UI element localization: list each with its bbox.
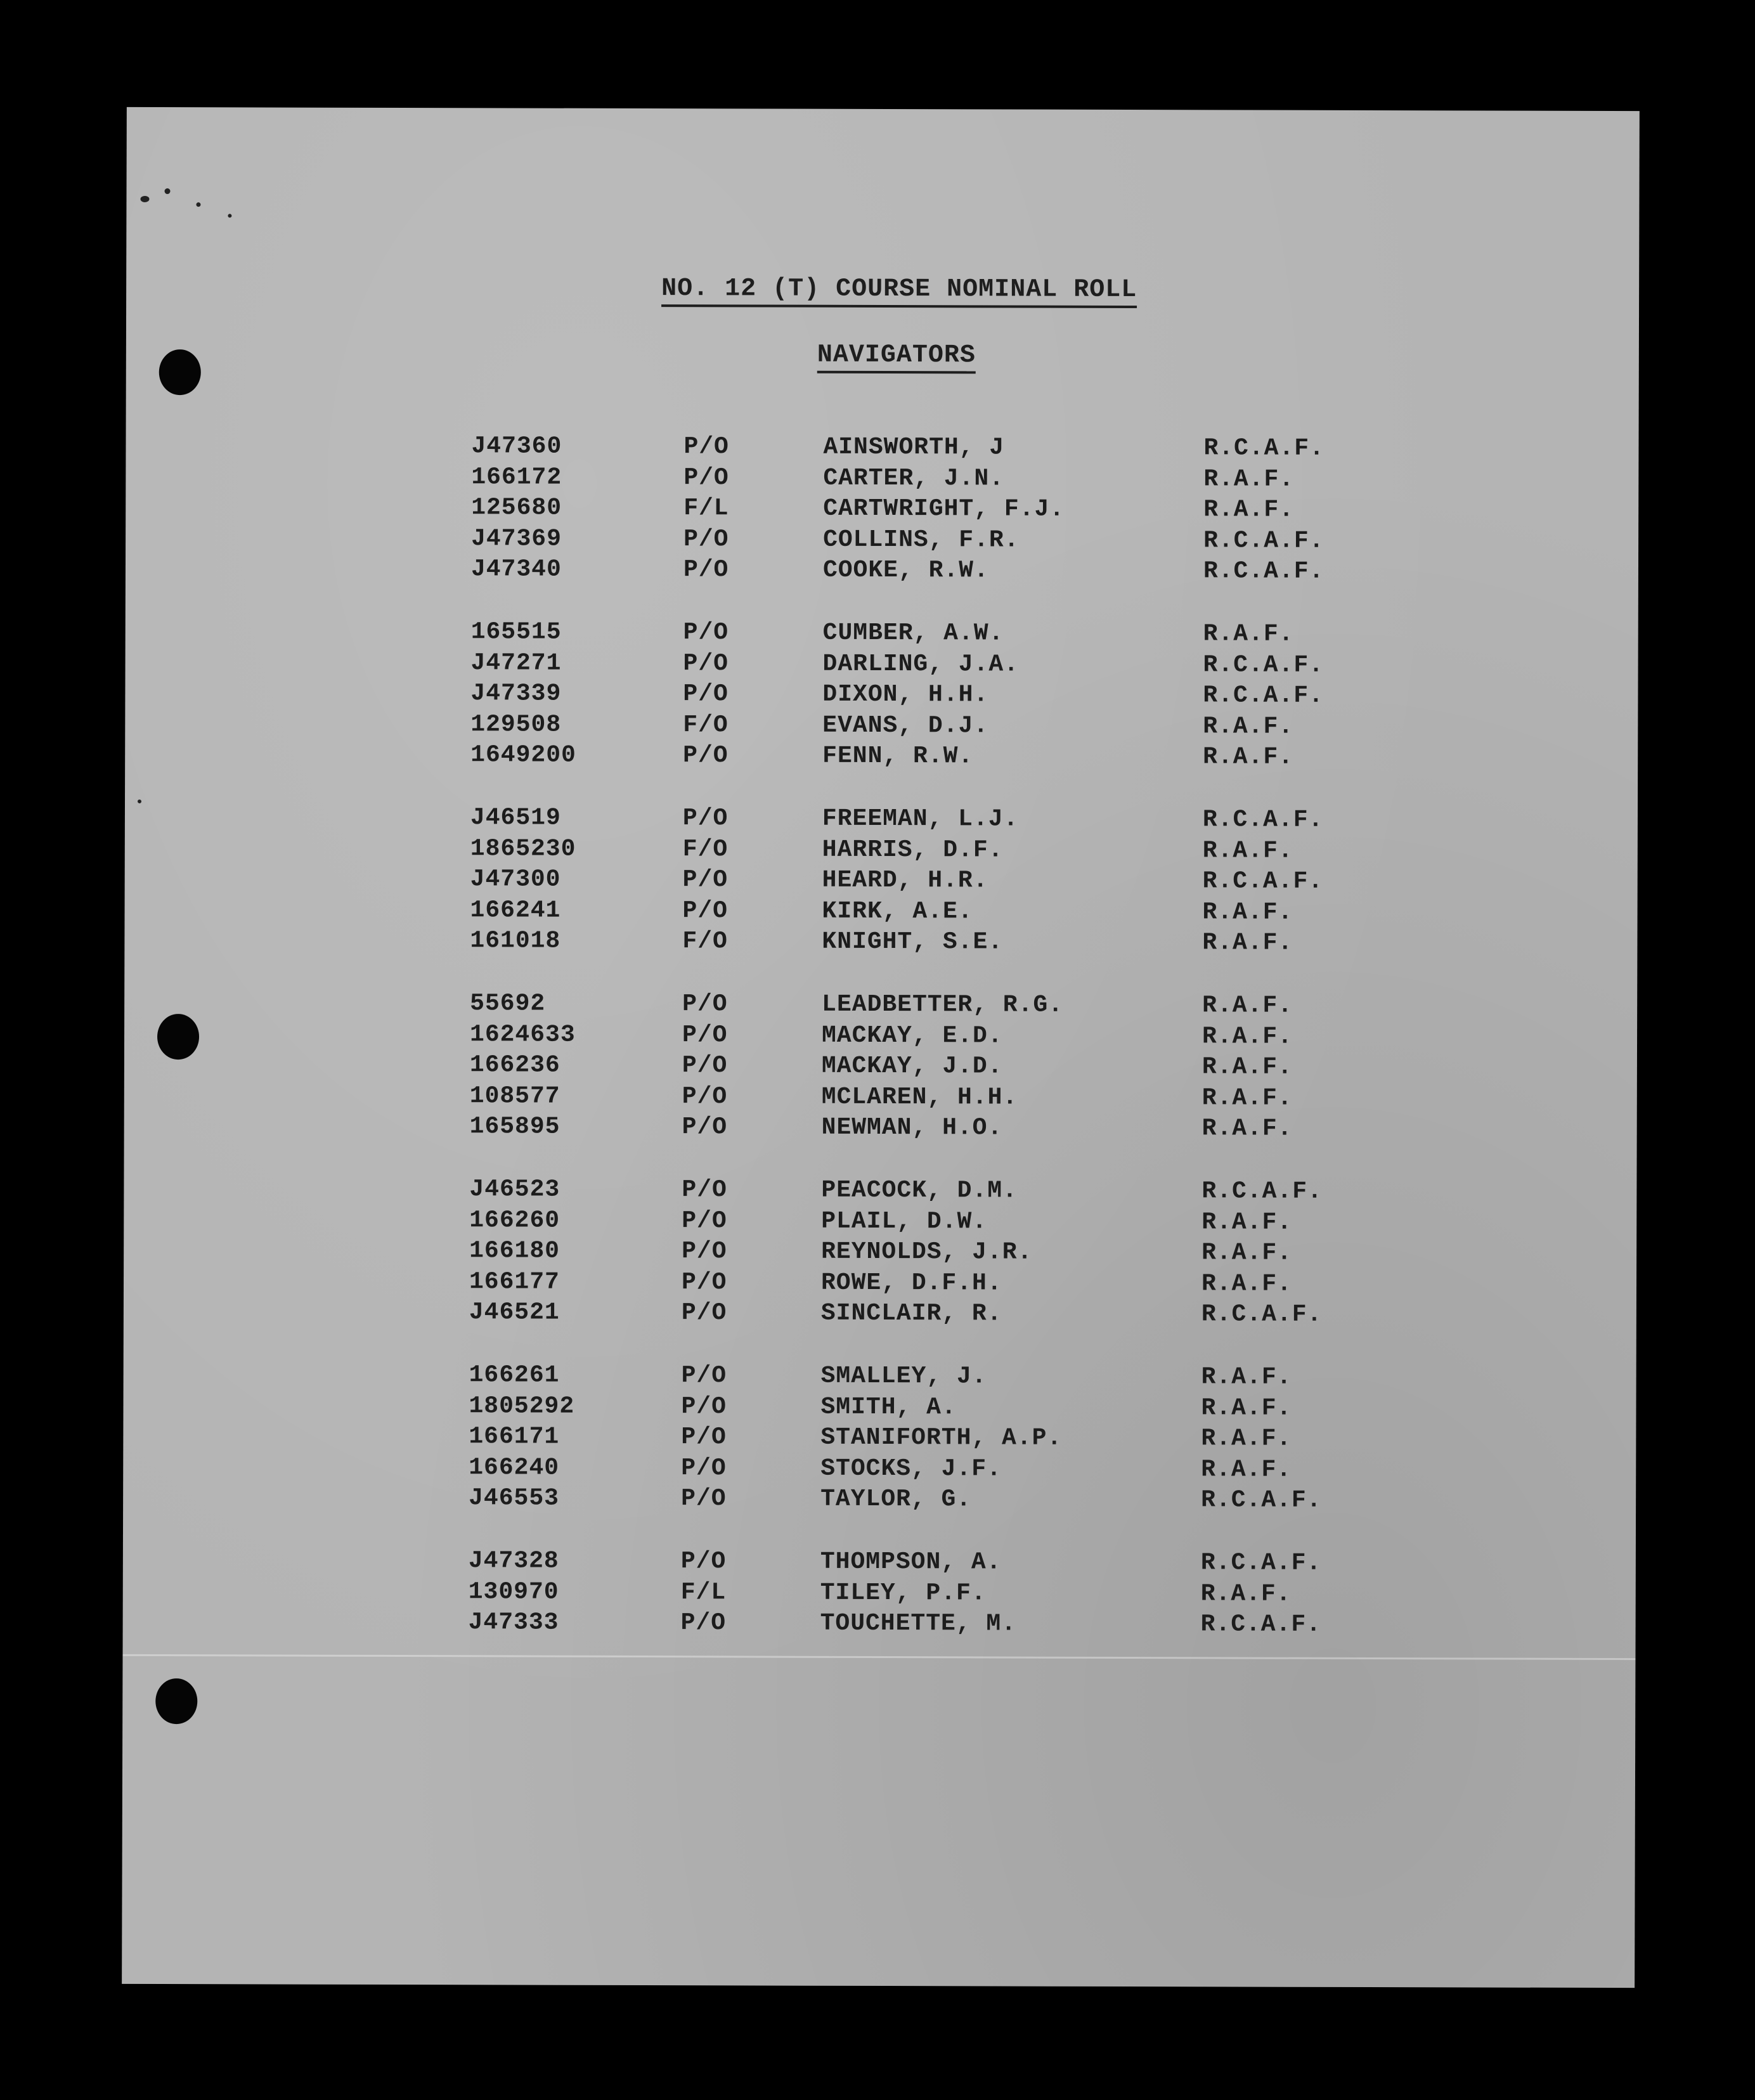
rank: P/O [682, 1082, 728, 1111]
roll-entry [123, 1422, 1636, 1458]
service-number: 166260 [469, 1206, 560, 1235]
roll-entry [124, 1236, 1636, 1272]
roll-entry [124, 989, 1637, 1025]
roll-entry [126, 462, 1638, 498]
air-force: R.A.F. [1202, 836, 1293, 865]
rank: P/O [682, 1021, 728, 1049]
rank: P/O [683, 619, 729, 647]
rank: P/O [681, 1392, 727, 1420]
air-force: R.A.F. [1201, 1239, 1293, 1267]
roll-entry [124, 1361, 1636, 1396]
air-force: R.A.F. [1201, 1208, 1293, 1236]
service-number: 166236 [469, 1051, 560, 1079]
officer-name: THOMPSON, A. [820, 1548, 1002, 1576]
punch-hole [159, 349, 201, 395]
officer-name: LEADBETTER, R.G. [822, 990, 1064, 1019]
air-force: R.C.A.F. [1202, 806, 1324, 834]
air-force: R.A.F. [1201, 1363, 1292, 1391]
service-number: 1649200 [470, 741, 576, 770]
service-number: 55692 [470, 990, 546, 1018]
service-number: 166172 [471, 463, 562, 491]
rank: P/O [681, 1454, 727, 1482]
officer-name: SMITH, A. [820, 1393, 957, 1421]
air-force: R.A.F. [1202, 929, 1293, 957]
service-number: J47300 [470, 865, 561, 893]
officer-name: KIRK, A.E. [822, 897, 973, 926]
roll-entry [125, 679, 1638, 715]
roll-entry [124, 1051, 1637, 1086]
rank: P/O [683, 433, 729, 461]
air-force: R.A.F. [1201, 1115, 1293, 1143]
service-number: 125680 [471, 494, 562, 522]
service-number: 1624633 [469, 1020, 576, 1049]
officer-name: PLAIL, D.W. [821, 1207, 988, 1236]
officer-name: FENN, R.W. [822, 742, 974, 770]
service-number: 1865230 [470, 834, 576, 863]
air-force: R.A.F. [1201, 1425, 1292, 1453]
service-number: J46523 [469, 1176, 560, 1203]
roll-entry [124, 1175, 1636, 1210]
air-force: R.C.A.F. [1200, 1549, 1322, 1577]
officer-name: PEACOCK, D.M. [821, 1176, 1018, 1205]
ink-speck [165, 188, 171, 194]
rank: P/O [683, 742, 729, 770]
service-number: J47340 [470, 555, 562, 584]
roll-entry [126, 618, 1638, 653]
rank: P/O [683, 649, 729, 677]
roll-entry [123, 1577, 1636, 1612]
rank: F/O [682, 835, 729, 863]
rank: F/L [683, 495, 729, 522]
service-number: J47360 [471, 432, 562, 460]
officer-name: AINSWORTH, J [823, 433, 1005, 462]
air-force: R.A.F. [1200, 1579, 1292, 1608]
rank: F/O [683, 711, 729, 739]
roll-entry [123, 1391, 1636, 1427]
air-force: R.A.F. [1201, 1270, 1292, 1298]
rank: P/O [682, 1207, 727, 1235]
service-number: 166177 [469, 1268, 560, 1296]
roll-entry [124, 1298, 1636, 1333]
rank: F/L [680, 1578, 727, 1606]
rank: P/O [683, 525, 729, 554]
rank: P/O [681, 1423, 727, 1451]
paper-crease [122, 1654, 1635, 1660]
officer-name: FREEMAN, L.J. [822, 805, 1019, 833]
service-number: 165515 [470, 618, 562, 646]
service-number: 161018 [470, 927, 561, 956]
officer-name: NEWMAN, H.O. [821, 1114, 1003, 1142]
rank: P/O [682, 1238, 727, 1266]
air-force: R.A.F. [1203, 620, 1294, 648]
service-number: 129508 [470, 711, 562, 739]
service-number: 166241 [470, 897, 561, 924]
air-force: R.C.A.F. [1201, 1300, 1323, 1329]
service-number: 166180 [469, 1237, 560, 1265]
air-force: R.C.A.F. [1202, 867, 1324, 896]
officer-name: CARTER, J.N. [823, 464, 1005, 493]
roll-entry [125, 834, 1638, 869]
service-number: 166171 [469, 1423, 560, 1451]
air-force: R.C.A.F. [1203, 434, 1324, 462]
ink-speck [140, 196, 149, 202]
air-force: R.A.F. [1201, 1022, 1293, 1051]
officer-name: STANIFORTH, A.P. [820, 1423, 1063, 1452]
roll-entry [126, 648, 1638, 684]
rank: P/O [682, 1052, 728, 1080]
officer-name: TILEY, P.F. [820, 1579, 987, 1607]
service-number: J46519 [470, 804, 561, 832]
officer-name: CUMBER, A.W. [822, 619, 1004, 647]
service-number: 166261 [469, 1361, 560, 1389]
officer-name: MACKAY, E.D. [821, 1021, 1003, 1050]
service-number: 166240 [469, 1454, 560, 1482]
air-force: R.A.F. [1201, 1084, 1293, 1112]
air-force: R.A.F. [1201, 1053, 1293, 1081]
rank: P/O [681, 1268, 727, 1297]
air-force: R.A.F. [1203, 496, 1295, 524]
officer-name: TAYLOR, G. [820, 1486, 972, 1513]
air-force: R.A.F. [1203, 713, 1294, 741]
page-title: NO. 12 (T) COURSE NOMINAL ROLL [661, 275, 1137, 308]
rank: P/O [682, 990, 728, 1018]
air-force: R.A.F. [1201, 1394, 1292, 1422]
rank: P/O [682, 897, 729, 925]
service-number: J47369 [471, 525, 562, 553]
officer-name: STOCKS, J.F. [820, 1455, 1002, 1483]
air-force: R.A.F. [1203, 465, 1295, 493]
rank: P/O [680, 1548, 727, 1576]
rank: P/O [683, 463, 729, 491]
service-number: J47339 [470, 680, 562, 708]
rank: P/O [681, 1485, 727, 1513]
roll-entry [125, 865, 1638, 900]
rank: P/O [683, 556, 729, 584]
officer-name: COOKE, R.W. [822, 557, 989, 585]
air-force: R.C.A.F. [1200, 1611, 1322, 1639]
rank: F/O [682, 928, 728, 956]
officer-name: DIXON, H.H. [822, 680, 989, 709]
officer-name: SMALLEY, J. [820, 1362, 987, 1390]
air-force: R.C.A.F. [1203, 557, 1324, 586]
rank: P/O [682, 805, 729, 833]
roll-entry [123, 1484, 1636, 1519]
roll-entry [124, 1267, 1636, 1303]
air-force: R.A.F. [1203, 743, 1294, 772]
ink-speck [228, 214, 231, 217]
ink-speck [196, 202, 200, 207]
officer-name: REYNOLDS, J.R. [821, 1238, 1033, 1266]
rank: P/O [681, 1299, 727, 1327]
rank: P/O [682, 1176, 727, 1204]
officer-name: CARTWRIGHT, F.J. [823, 495, 1065, 523]
officer-name: ROWE, D.F.H. [820, 1269, 1002, 1297]
service-number: J46521 [469, 1299, 560, 1327]
roll-entry [126, 555, 1638, 590]
roll-entry [124, 896, 1637, 931]
air-force: R.C.A.F. [1201, 1177, 1323, 1205]
roll-entry [124, 1082, 1637, 1117]
officer-name: TOUCHETTE, M. [820, 1609, 1017, 1638]
roll-entry [124, 1205, 1636, 1241]
rank: P/O [683, 680, 729, 708]
roll-entry [124, 926, 1637, 962]
roll-entry [126, 432, 1638, 467]
service-number: J46553 [469, 1484, 560, 1513]
roll-entry [123, 1453, 1636, 1489]
roll-entry [125, 741, 1638, 776]
officer-name: MCLAREN, H.H. [821, 1083, 1018, 1112]
roll-entry [124, 1112, 1637, 1148]
rank: P/O [681, 1362, 727, 1390]
service-number: 1805292 [469, 1392, 575, 1420]
air-force: R.A.F. [1201, 1456, 1292, 1484]
service-number: J47333 [468, 1609, 559, 1637]
officer-name: MACKAY, J.D. [821, 1052, 1003, 1080]
air-force: R.C.A.F. [1201, 1486, 1322, 1515]
rank: P/O [680, 1609, 727, 1637]
roll-entry [125, 803, 1638, 839]
air-force: R.C.A.F. [1203, 682, 1324, 710]
roll-entry [124, 1020, 1637, 1055]
rank: P/O [682, 866, 729, 894]
officer-name: KNIGHT, S.E. [822, 928, 1004, 956]
officer-name: COLLINS, F.R. [823, 526, 1020, 554]
punch-hole [155, 1678, 197, 1724]
officer-name: SINCLAIR, R. [820, 1300, 1002, 1328]
officer-name: EVANS, D.J. [822, 711, 989, 740]
service-number: 130970 [468, 1578, 559, 1606]
officer-name: HARRIS, D.F. [822, 836, 1004, 864]
service-number: J47328 [468, 1547, 559, 1575]
officer-name: DARLING, J.A. [822, 650, 1020, 678]
roll-entry [123, 1608, 1636, 1643]
service-number: J47271 [470, 649, 562, 677]
roll-entry [126, 524, 1638, 560]
service-number: 165895 [469, 1113, 560, 1141]
officer-name: HEARD, H.R. [822, 866, 988, 895]
document-page [122, 107, 1640, 1988]
section-heading: NAVIGATORS [817, 341, 976, 374]
service-number: 108577 [469, 1082, 560, 1110]
roll-entry [125, 710, 1638, 746]
roll-entry [123, 1546, 1636, 1582]
rank: P/O [682, 1113, 728, 1141]
air-force: R.C.A.F. [1203, 651, 1324, 679]
roll-entry [126, 493, 1638, 529]
air-force: R.C.A.F. [1203, 527, 1324, 555]
air-force: R.A.F. [1202, 992, 1293, 1020]
air-force: R.A.F. [1202, 898, 1293, 926]
